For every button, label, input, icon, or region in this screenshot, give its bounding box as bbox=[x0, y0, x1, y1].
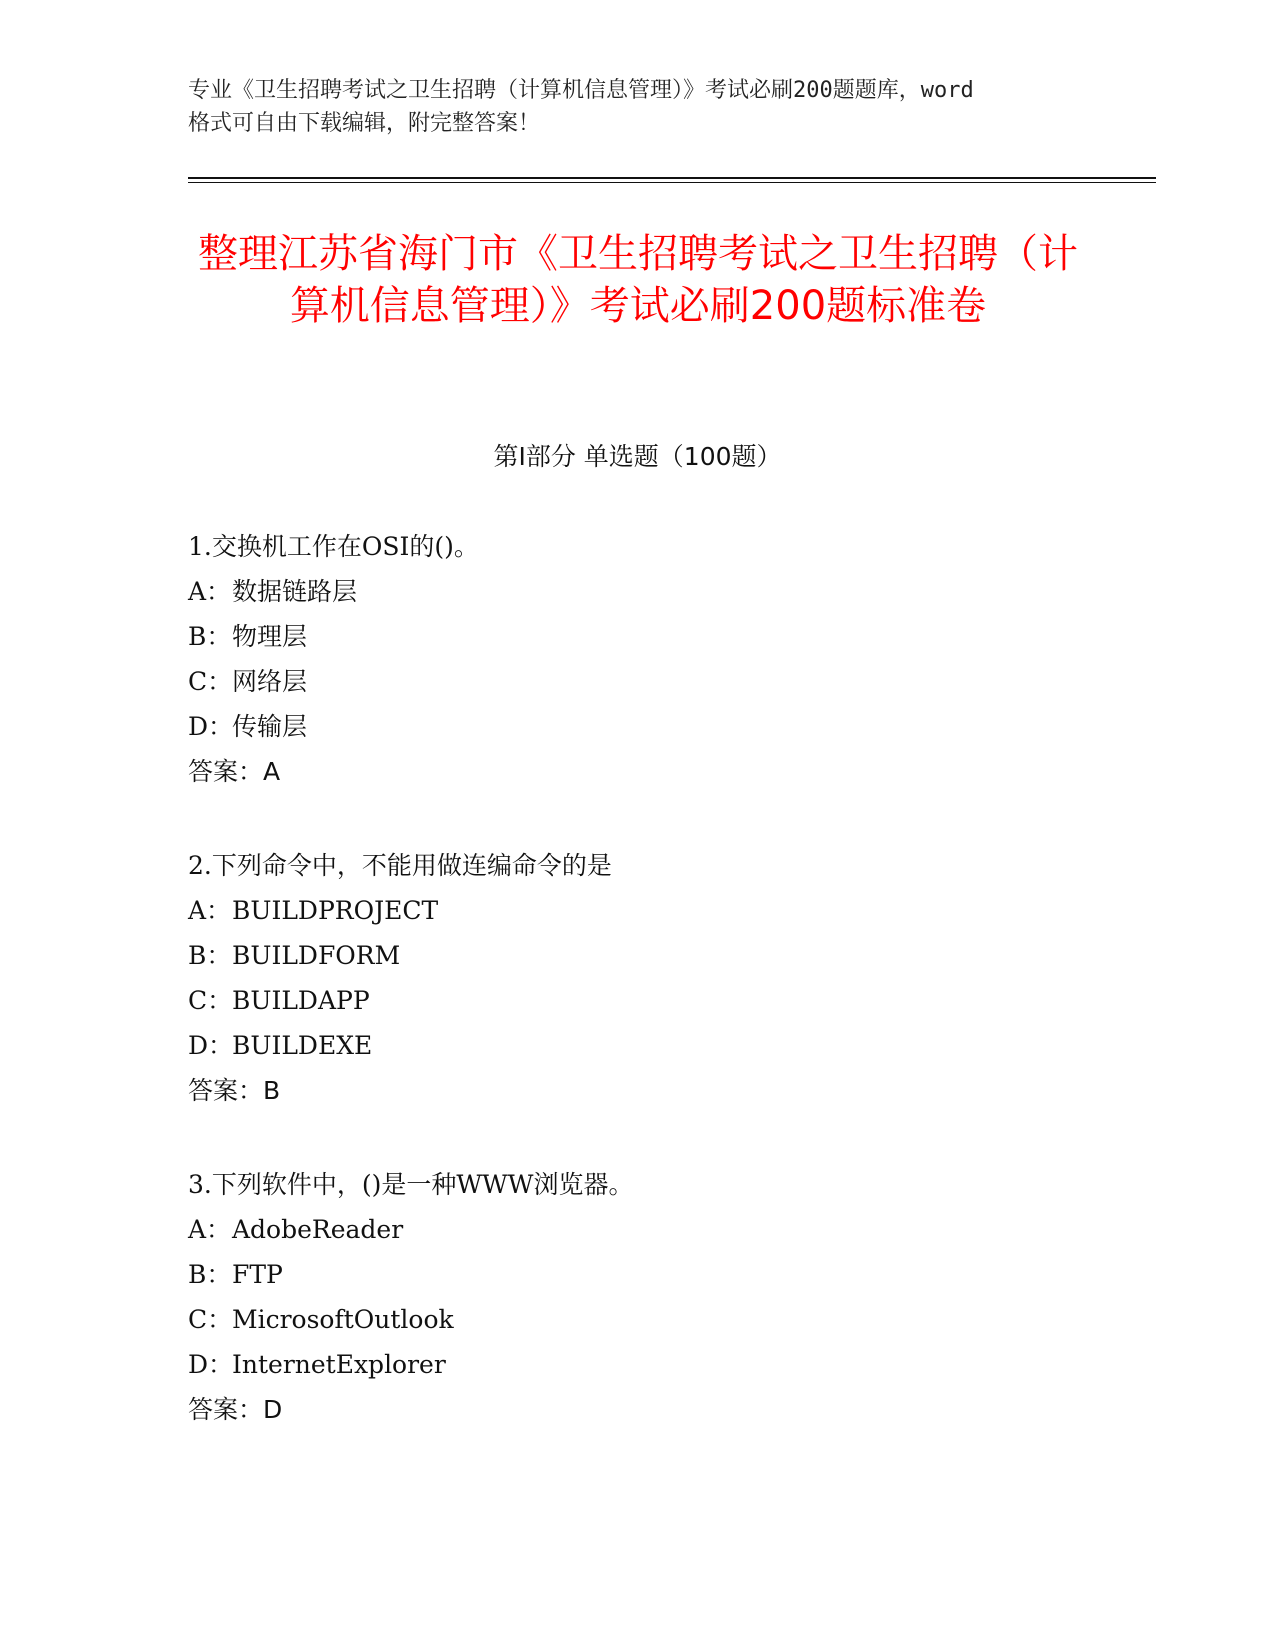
option-text: MicrosoftOutlook bbox=[232, 1305, 454, 1334]
header-note-line-1: 专业《卫生招聘考试之卫生招聘（计算机信息管理）》考试必刷200题题库，word bbox=[188, 78, 974, 103]
option-text: 物理层 bbox=[232, 622, 308, 651]
question-2 bbox=[188, 843, 1088, 1113]
option-a bbox=[188, 569, 1088, 614]
option-letter: C： bbox=[188, 986, 233, 1015]
header-divider-thin bbox=[188, 182, 1156, 183]
option-c bbox=[188, 1297, 1088, 1342]
option-letter: D： bbox=[188, 712, 234, 741]
option-text: 传输层 bbox=[232, 712, 308, 741]
option-b bbox=[188, 1252, 1088, 1297]
section-heading: 第Ⅰ部分 单选题（100题） bbox=[493, 442, 782, 471]
option-letter: A： bbox=[188, 577, 232, 606]
option-letter: B： bbox=[188, 622, 232, 651]
option-text: FTP bbox=[232, 1260, 283, 1289]
answer-line: 答案：D bbox=[188, 1395, 283, 1424]
option-text: 数据链路层 bbox=[232, 577, 358, 606]
option-letter: A： bbox=[188, 896, 232, 925]
question-stem: 1.交换机工作在OSI的()。 bbox=[188, 532, 479, 561]
header-divider-thick bbox=[188, 177, 1156, 179]
answer-line: 答案：B bbox=[188, 1076, 281, 1105]
option-b bbox=[188, 933, 1088, 978]
option-text: InternetExplorer bbox=[232, 1350, 446, 1379]
question-1 bbox=[188, 524, 1088, 794]
header-note bbox=[188, 74, 1093, 140]
header-note-line-2: 格式可自由下载编辑，附完整答案！ bbox=[188, 111, 541, 136]
option-letter: D： bbox=[188, 1031, 234, 1060]
option-letter: B： bbox=[188, 941, 232, 970]
option-a bbox=[188, 1207, 1088, 1252]
option-c bbox=[188, 978, 1088, 1023]
question-3 bbox=[188, 1162, 1088, 1432]
option-a bbox=[188, 888, 1088, 933]
option-text: BUILDAPP bbox=[232, 986, 370, 1015]
option-text: 网络层 bbox=[232, 667, 308, 696]
option-letter: D： bbox=[188, 1350, 234, 1379]
option-text: BUILDEXE bbox=[232, 1031, 373, 1060]
option-text: BUILDPROJECT bbox=[232, 896, 439, 925]
option-letter: B： bbox=[188, 1260, 232, 1289]
option-d bbox=[188, 1023, 1088, 1068]
option-d bbox=[188, 704, 1088, 749]
option-d bbox=[188, 1342, 1088, 1387]
option-text: BUILDFORM bbox=[232, 941, 401, 970]
option-c bbox=[188, 659, 1088, 704]
option-b bbox=[188, 614, 1088, 659]
answer-line: 答案：A bbox=[188, 757, 281, 786]
option-letter: C： bbox=[188, 1305, 233, 1334]
document-title: 整理江苏省海门市《卫生招聘考试之卫生招聘（计算机信息管理）》考试必刷200题标准卷 bbox=[198, 231, 1078, 329]
option-letter: A： bbox=[188, 1215, 232, 1244]
option-text: AdobeReader bbox=[232, 1215, 404, 1244]
question-stem: 2.下列命令中，不能用做连编命令的是 bbox=[188, 851, 612, 880]
option-letter: C： bbox=[188, 667, 233, 696]
question-stem: 3.下列软件中，()是一种WWW浏览器。 bbox=[188, 1170, 634, 1199]
